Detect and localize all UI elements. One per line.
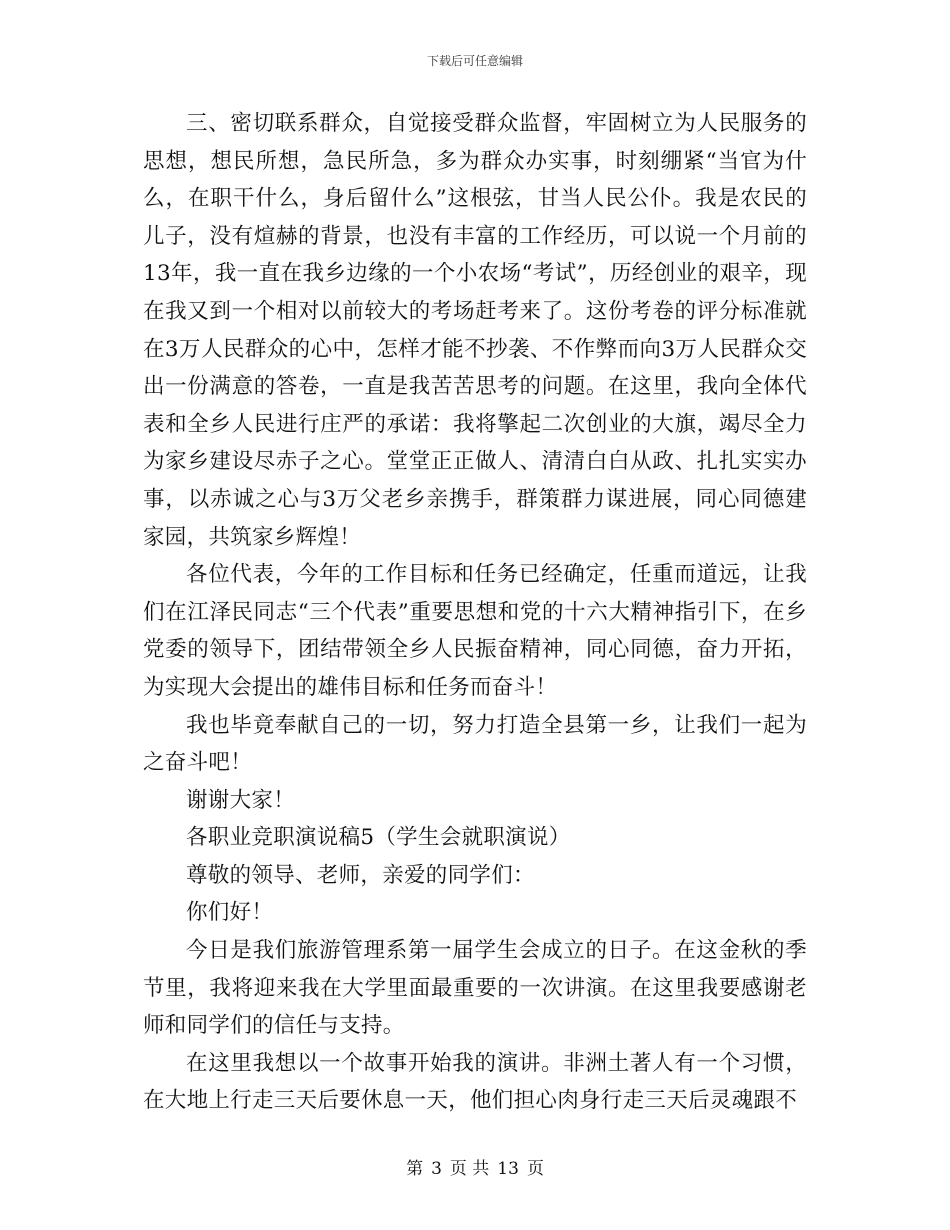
page-footer [0, 1154, 950, 1179]
greeting: 你们好！ [186, 900, 274, 926]
page-header: 下载后可任意编辑 [426, 54, 523, 68]
page-number: 3 [431, 1159, 442, 1179]
page-total: 13 [497, 1159, 519, 1179]
footer-middle: 页 共 [449, 1159, 490, 1179]
footer-suffix: 页 [526, 1159, 544, 1179]
section-title: 各职业竞职演说稿5（学生会就职演说） [186, 825, 571, 851]
paragraph: 我也毕竟奉献自己的一切，努力打造全县第一乡，让我们一起为之奋斗吧！ [143, 712, 807, 776]
paragraph: 在这里我想以一个故事开始我的演讲。非洲土著人有一个习惯，在大地上行走三天后要休息一天，他们担心肉身行走三天后灵魂跟不 [143, 1050, 807, 1114]
document-body [143, 105, 807, 1120]
paragraph: 各位代表，今年的工作目标和任务已经确定，任重而道远，让我们在江泽民同志“三个代表”重要思想和党的十六大精神指引下，在乡党委的领导下，团结带领全乡人民振奋精神，同心同德，奋力开拓，为实现大会提出的雄伟目标和任务而奋斗！ [143, 562, 807, 700]
footer-prefix: 第 [406, 1159, 424, 1179]
paragraph: 今日是我们旅游管理系第一届学生会成立的日子。在这金秋的季节里，我将迎来我在大学里面最重要的一次讲演。在这里我要感谢老师和同学们的信任与支持。 [143, 938, 807, 1039]
paragraph: 谢谢大家！ [186, 787, 296, 813]
salutation: 尊敬的领导、老师，亲爱的同学们： [186, 862, 535, 888]
paragraph: 三、密切联系群众，自觉接受群众监督，牢固树立为人民服务的思想，想民所想，急民所急，多为群众办实事，时刻绷紧“当官为什么，在职干什么，身后留什么”这根弦，甘当人民公仆。我是农民的儿子，没有煊赫的背景，也没有丰富的工作经历，可以说一个月前的13年，我一直在我乡边缘的一个小农场“考试”，历经创业的艰辛，现在我又到一个相对以前较大的考场赶考来了。这份考卷的评分标准就在3万人民群众的心中，怎样才能不抄袭、不作弊而向3万人民群众交出一份满意的答卷，一直是我苦苦思考的问题。在这里，我向全体代表和全乡人民进行庄严的承诺：我将擎起二次创业的大旗，竭尽全力为家乡建设尽赤子之心。堂堂正正做人、清清白白从政、扎扎实实办事，以赤诚之心与3万父老乡亲携手，群策群力谋进展，同心同德建家园，共筑家乡辉煌！ [143, 111, 807, 550]
